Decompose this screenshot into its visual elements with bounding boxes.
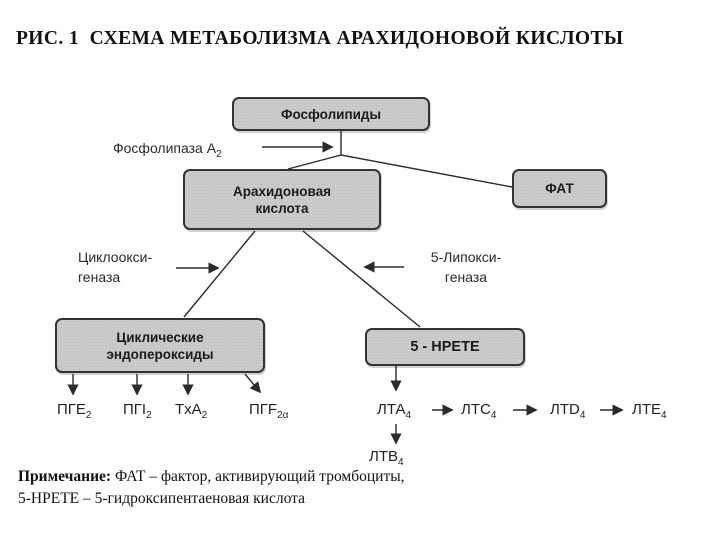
box-fat-label: ФАТ <box>545 181 574 196</box>
footnote-line2: 5-HPETE – 5-гидроксипентаеновая кислота <box>18 490 305 507</box>
product-txa2-sub: 2 <box>201 410 208 421</box>
label-cyclooxygenase-line2: геназа <box>78 269 121 285</box>
box-arachidonic-acid <box>183 169 381 230</box>
footnote-label: Примечание: <box>18 468 112 485</box>
product-pge2-sub: 2 <box>85 410 92 421</box>
product-txa2 <box>175 401 208 421</box>
box-phospholipids-label: Фосфолипиды <box>280 106 382 122</box>
label-phospholipase-a2 <box>113 138 222 158</box>
product-lte4 <box>632 401 667 421</box>
label-cyclooxygenase-line1: Циклоокси- <box>78 249 153 265</box>
label-lipoxygenase-line2: геназа <box>444 269 488 285</box>
product-pge2 <box>57 401 92 421</box>
product-ltd4-sub: 4 <box>579 410 586 421</box>
box-fat <box>512 169 607 208</box>
label-phospholipase-base: Фосфолипаза А <box>113 140 217 156</box>
product-lta4 <box>377 401 412 421</box>
product-pgi2-base: ПГI <box>123 401 147 418</box>
product-pgi2 <box>123 401 152 421</box>
product-lta4-sub: 4 <box>405 410 412 421</box>
product-ltb4-base: ЛТВ <box>369 448 399 465</box>
label-lipoxygenase-line1: 5-Липокси- <box>430 249 502 265</box>
product-ltd4-base: ЛТD <box>550 401 580 418</box>
product-txa2-base: TxA <box>175 401 202 418</box>
box-cyclic-line1: Циклические <box>116 329 204 345</box>
connector-branch-to-arachidonic <box>288 155 341 169</box>
figure-title: РИС. 1 СХЕМА МЕТАБОЛИЗМА АРАХИДОНОВОЙ КИСЛОТЫ <box>16 28 624 49</box>
label-cyclooxygenase <box>78 247 152 287</box>
product-pgf2a <box>249 401 289 421</box>
box-5-hpete <box>365 328 525 366</box>
product-pge2-base: ПГЕ <box>57 401 86 418</box>
footnote-line1 <box>18 466 578 488</box>
product-ltc4-base: ЛТС <box>461 401 491 418</box>
product-pgf2a-sub: 2α <box>277 410 289 421</box>
product-pgf2a-base: ПГF <box>249 401 278 418</box>
connector-arachidonic-to-hpete <box>303 231 420 327</box>
product-ltc4 <box>461 401 497 421</box>
box-phospholipids <box>232 97 430 131</box>
product-ltc4-sub: 4 <box>490 410 497 421</box>
box-arachidonic-line1: Арахидоновая <box>232 183 332 199</box>
product-lte4-base: ЛТЕ <box>632 401 662 418</box>
label-lipoxygenase <box>418 247 514 287</box>
footnote <box>18 466 578 510</box>
product-ltb4-sub: 4 <box>398 457 404 468</box>
product-pgi2-sub: 2 <box>146 410 152 421</box>
product-lte4-sub: 4 <box>661 410 667 421</box>
box-cyclic-line2: эндопероксиды <box>106 346 214 362</box>
connector-arachidonic-to-cyclic <box>184 231 255 317</box>
product-ltb4 <box>369 448 404 468</box>
box-5-hpete-label: 5 - HPETE <box>410 338 480 355</box>
connector-to-pgf2a <box>245 374 260 392</box>
footnote-line1-text: ФАТ – фактор, активирующий тромбоциты, <box>111 468 405 485</box>
product-ltd4 <box>550 401 586 421</box>
box-cyclic-endoperoxides <box>55 318 265 373</box>
label-phospholipase-sub: 2 <box>216 148 222 160</box>
box-arachidonic-line2: кислота <box>255 200 309 216</box>
product-lta4-base: ЛТА <box>377 401 406 418</box>
